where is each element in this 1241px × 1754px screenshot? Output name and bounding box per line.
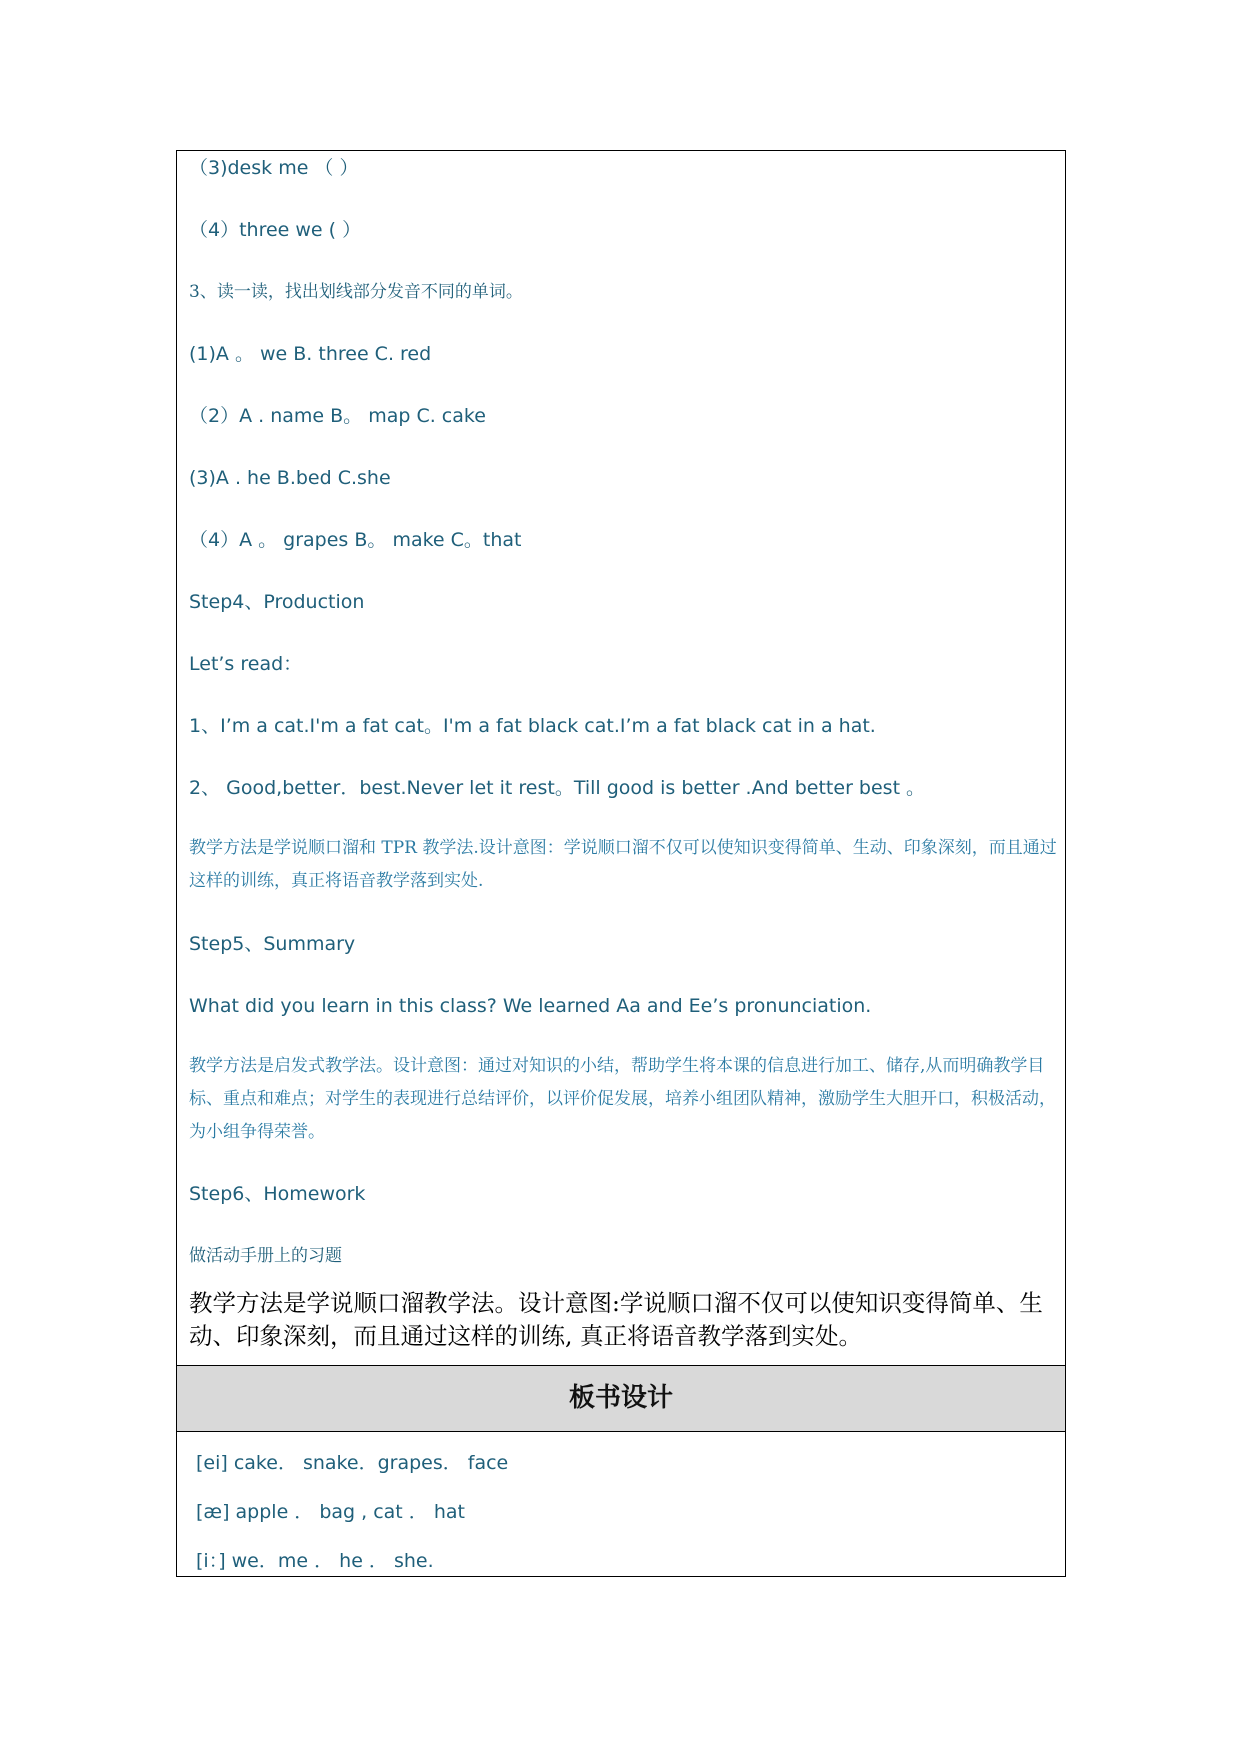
exercise-3-item-3: (3)A . he B.bed C.she [189,467,391,489]
teaching-note-2: 教学方法是启发式教学法。设计意图：通过对知识的小结，帮助学生将本课的信息进行加工、储存,从而明确教学目标、重点和难点；对学生的表现进行总结评价，以评价促发展，培养小组团队精神，激励学生大胆开口，积极活动，为小组争得荣誉。 [189,1056,1056,1142]
step5-heading: Step5、Summary [189,933,356,955]
teaching-note-3: 教学方法是学说顺口溜教学法。设计意图:学说顺口溜不仅可以使知识变得简单、生动、印象深刻，而且通过这样的训练, 真正将语音教学落到实处。 [189,1289,1043,1350]
homework-text: 做活动手册上的习题 [189,1246,342,1266]
board-line-ae: [æ] apple ． bag , cat ． hat [196,1501,465,1523]
chant-line-1: 1、I’m a cat.I'm a fat cat。I'm a fat black cat.I’m a fat black cat in a hat. [189,715,876,737]
step6-heading: Step6、Homework [189,1183,366,1205]
exercise-2-item-3: （3)desk me （ ） [189,157,359,179]
chant-line-2: 2、 Good,better．best.Never let it rest。Till good is better .And better best 。 [189,777,926,799]
teaching-note-1: 教学方法是学说顺口溜和 TPR 教学法.设计意图：学说顺口溜不仅可以使知识变得简单、生动、印象深刻，而且通过这样的训练，真正将语音教学落到实处. [189,838,1057,891]
board-design-header [177,1365,1065,1432]
exercise-3-item-1: (1)A 。 we B. three C. red [189,343,432,365]
exercise-3-heading: 3、读一读，找出划线部分发音不同的单词。 [189,282,523,302]
board-line-ei: [ei] cake． snake．grapes． face [196,1452,509,1474]
board-line-i: [i：] we．me ． he ． she. [196,1550,434,1572]
exercise-3-item-2: （2）A . name B。 map C. cake [189,405,486,427]
exercise-2-item-4: （4）three we ( ） [189,219,362,241]
step4-heading: Step4、Production [189,591,365,613]
lesson-plan-table [176,150,1066,1577]
board-design-title: 板书设计 [568,1383,673,1413]
exercise-3-item-4: （4）A 。 grapes B。 make C。that [189,529,522,551]
lets-read-label: Let’s read： [189,653,303,675]
summary-text: What did you learn in this class? We learned Aa and Ee’s pronunciation. [189,995,872,1017]
